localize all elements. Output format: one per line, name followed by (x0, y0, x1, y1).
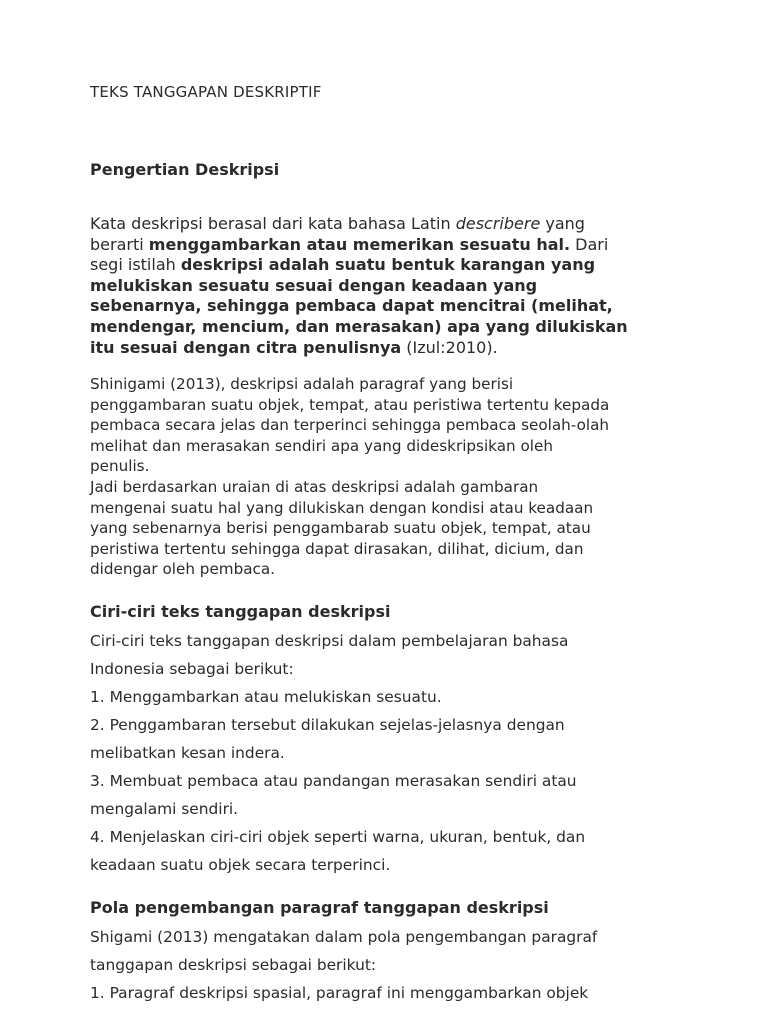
text-line: didengar oleh pembaca. (90, 560, 276, 579)
bold-phrase: mendengar, mencium, dan merasakan) apa yang dilukiskan (90, 316, 628, 336)
bold-phrase: menggambarkan atau memerikan sesuatu hal. (148, 234, 571, 254)
italic-term: describere (455, 214, 541, 233)
text-line: yang sebenarnya berisi penggambarab suatu objek, tempat, atau (90, 519, 591, 538)
citation: (Izul:2010). (401, 337, 498, 357)
text-line: peristiwa tertentu sehingga dapat dirasakan, dilihat, dicium, dan (90, 539, 584, 558)
pola-pengembangan-text (90, 923, 700, 1007)
text-line: penulis. (90, 457, 150, 476)
text-span: Kata deskripsi berasal dari kata bahasa Latin (90, 214, 456, 233)
text-line: penggambaran suatu objek, tempat, atau peristiwa tertentu kepada (90, 395, 610, 414)
text-span: segi istilah (90, 255, 181, 275)
heading-pola-pengembangan: Pola pengembangan paragraf tanggapan deskripsi (90, 898, 549, 917)
bold-phrase: sebenarnya, sehingga pembaca dapat mencitrai (melihat, (90, 296, 613, 316)
list-item: 1. Paragraf deskripsi spasial, paragraf ini menggambarkan objek (90, 984, 589, 1002)
text-span: berarti (90, 234, 149, 254)
paragraph-definisi-deskripsi (90, 214, 690, 358)
paragraph-shinigami (90, 374, 700, 580)
list-item: 1. Menggambarkan atau melukiskan sesuatu. (90, 688, 442, 706)
text-line: melihat dan merasakan sendiri apa yang dideskripsikan oleh (90, 436, 553, 455)
text-line: keadaan suatu objek secara terperinci. (90, 856, 391, 874)
text-line (90, 235, 690, 256)
text-line: melibatkan kesan indera. (90, 744, 285, 762)
heading-ciri-ciri: Ciri-ciri teks tanggapan deskripsi (90, 602, 391, 621)
list-item: 4. Menjelaskan ciri-ciri objek seperti warna, ukuran, bentuk, dan (90, 828, 586, 846)
text-line: Ciri-ciri teks tanggapan deskripsi dalam pembelajaran bahasa (90, 632, 569, 650)
text-line: Jadi berdasarkan uraian di atas deskripsi adalah gambaran (90, 477, 539, 496)
text-line (90, 296, 690, 317)
text-span: Dari (570, 234, 609, 254)
text-line: Indonesia sebagai berikut: (90, 660, 294, 678)
text-line (90, 214, 690, 235)
text-line: Shinigami (2013), deskripsi adalah paragraf yang berisi (90, 375, 514, 393)
ciri-ciri-list (90, 627, 700, 879)
bold-phrase: deskripsi adalah suatu bentuk karangan yang (180, 255, 596, 275)
text-line (90, 338, 690, 359)
text-line (90, 317, 690, 338)
list-item: 2. Penggambaran tersebut dilakukan sejelas-jelasnya dengan (90, 716, 565, 734)
text-line: tanggapan deskripsi sebagai berikut: (90, 956, 377, 974)
text-line (90, 255, 690, 276)
text-span: yang (540, 214, 585, 233)
text-line: mengenai suatu hal yang dilukiskan dengan kondisi atau keadaan (90, 498, 594, 517)
text-line: Shigami (2013) mengatakan dalam pola pengembangan paragraf (90, 928, 598, 946)
text-line: pembaca secara jelas dan terperinci sehingga pembaca seolah-olah (90, 416, 610, 435)
bold-phrase: melukiskan sesuatu sesuai dengan keadaan yang (90, 275, 538, 295)
text-line (90, 276, 690, 297)
list-item: 3. Membuat pembaca atau pandangan merasakan sendiri atau (90, 772, 577, 790)
text-line: mengalami sendiri. (90, 800, 239, 818)
bold-phrase: itu sesuai dengan citra penulisnya (90, 337, 402, 357)
document-title: TEKS TANGGAPAN DESKRIPTIF (90, 83, 322, 101)
heading-pengertian-deskripsi: Pengertian Deskripsi (90, 160, 280, 179)
